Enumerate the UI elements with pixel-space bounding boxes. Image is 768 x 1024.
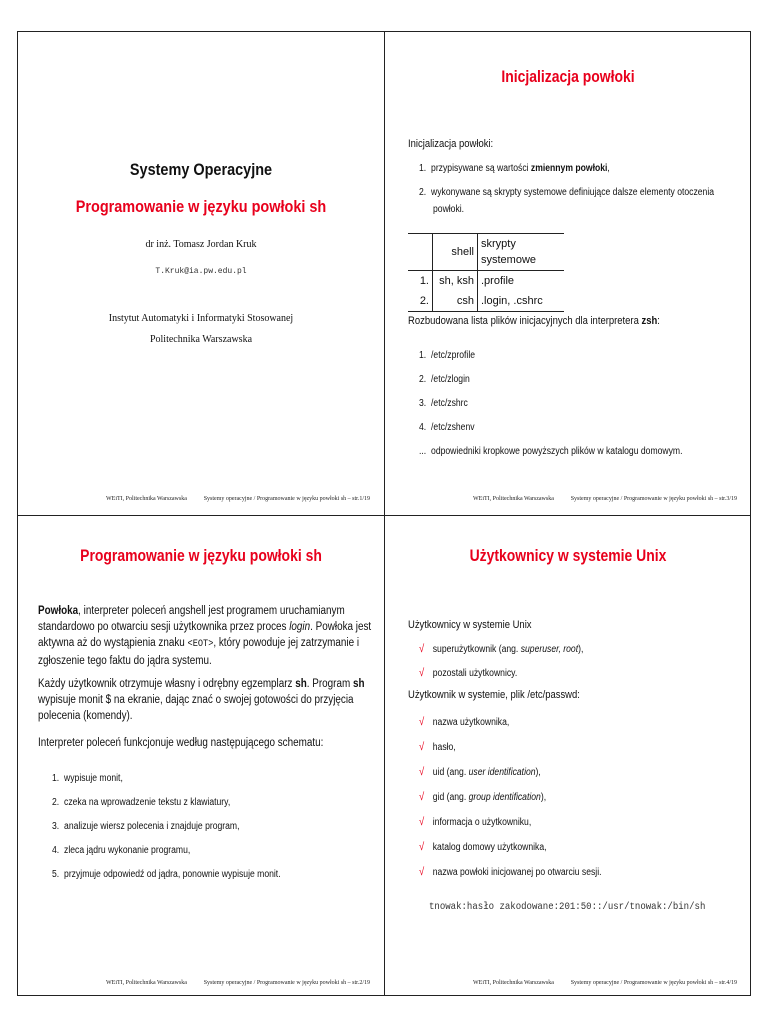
- list-item: √ nazwa użytkownika,: [419, 716, 510, 728]
- footer-left: WEiTI, Politechnika Warszawska: [473, 980, 554, 986]
- list-item: √ hasło,: [419, 741, 456, 753]
- list-item: √ pozostali użytkownicy.: [419, 667, 518, 679]
- list-item: √ katalog domowy użytkownika,: [419, 841, 547, 853]
- list-item: 3. analizuje wiersz polecenia i znajduje program,: [52, 821, 240, 832]
- list-item: 2. wykonywane są skrypty systemowe definiujące dalsze elementy otoczenia: [419, 187, 715, 198]
- table-row: 2. csh .login, .cshrc: [408, 291, 564, 312]
- check-icon: √: [419, 791, 425, 803]
- footer-right: Systemy operacyjne / Programowanie w języku powłoki sh – str.2/19: [203, 980, 370, 986]
- passwd-example: tnowak:hasło zakodowane:201:50::/usr/tnowak:/bin/sh: [429, 901, 706, 913]
- author-email: T.Kruk@ia.pw.edu.pl: [155, 267, 247, 276]
- list-item: √ uid (ang. user identification),: [419, 766, 541, 778]
- slide-1-title: [18, 32, 384, 514]
- check-icon: √: [419, 866, 425, 878]
- slide-3-shell-programming: [18, 516, 384, 998]
- slide-title: Inicjalizacja powłoki: [501, 67, 635, 86]
- footer-left: WEiTI, Politechnika Warszawska: [106, 496, 187, 502]
- list-item: √ informacja o użytkowniku,: [419, 816, 532, 828]
- list-item: √ gid (ang. group identification),: [419, 791, 547, 803]
- list-item: 1. /etc/zprofile: [419, 350, 476, 361]
- table-header-row: shell skrypty systemowe: [408, 234, 564, 271]
- footer-left: WEiTI, Politechnika Warszawska: [106, 980, 187, 986]
- list-item-continuation: powłoki.: [433, 204, 465, 215]
- check-icon: √: [419, 643, 425, 655]
- slide-2-shell-init: [385, 32, 751, 514]
- section-heading: Użytkownicy w systemie Unix: [408, 619, 532, 631]
- slide-title: Programowanie w języku powłoki sh: [80, 546, 322, 565]
- list-item: 2. /etc/zlogin: [419, 374, 470, 385]
- check-icon: √: [419, 766, 425, 778]
- section-heading: Użytkownik w systemie, plik /etc/passwd:: [408, 689, 580, 701]
- list-item: 5. przyjmuje odpowiedź od jądra, ponownie wypisuje monit.: [52, 869, 281, 880]
- list-item: √ nazwa powłoki inicjowanej po otwarciu sesji.: [419, 866, 602, 878]
- slide-title: Użytkownicy w systemie Unix: [469, 546, 667, 565]
- list-item: 1. wypisuje monit,: [52, 773, 123, 784]
- check-icon: √: [419, 841, 425, 853]
- footer-right: Systemy operacyjne / Programowanie w języku powłoki sh – str.4/19: [570, 980, 737, 986]
- check-icon: √: [419, 716, 425, 728]
- list-item: 1. przypisywane są wartości zmiennym powłoki,: [419, 163, 610, 174]
- institute: Instytut Automatyki i Informatyki Stosowanej: [108, 313, 294, 324]
- handout-sheet: [17, 31, 751, 996]
- paragraph-schema: Interpreter poleceń funkcjonuje według następującego schematu:: [38, 737, 324, 749]
- footer-left: WEiTI, Politechnika Warszawska: [473, 496, 554, 502]
- table-row: 1. sh, ksh .profile: [408, 271, 564, 292]
- paragraph-shell: Powłoka, interpreter poleceń angshell jest programem uruchamianym standardowo po otwarciu sesji użytkownika przez proces login. Powłoka jest aktywna aż do wystąpienia znaku <EOT>, który powoduje jej zatrzymanie i zgłoszenie tego faktu do jądra systemu.: [38, 605, 372, 667]
- check-icon: √: [419, 667, 425, 679]
- zsh-intro: Rozbudowana lista plików inicjacyjnych dla interpretera zsh:: [408, 315, 660, 327]
- university: Politechnika Warszawska: [149, 334, 253, 345]
- intro-text: Inicjalizacja powłoki:: [408, 138, 494, 150]
- list-item: 4. /etc/zshenv: [419, 422, 475, 433]
- check-icon: √: [419, 741, 425, 753]
- footer-right: Systemy operacyjne / Programowanie w języku powłoki sh – str.3/19: [570, 496, 737, 502]
- author: dr inż. Tomasz Jordan Kruk: [145, 239, 257, 250]
- list-item: 3. /etc/zshrc: [419, 398, 468, 409]
- check-icon: √: [419, 816, 425, 828]
- lecture-subtitle: Programowanie w języku powłoki sh: [75, 197, 327, 216]
- list-item: ... odpowiedniki kropkowe powyższych plików w katalogu domowym.: [419, 446, 683, 457]
- footer-right: Systemy operacyjne / Programowanie w języku powłoki sh – str.1/19: [203, 496, 370, 502]
- course-title: Systemy Operacyjne: [129, 160, 273, 179]
- list-item: √ superużytkownik (ang. superuser, root),: [419, 643, 584, 655]
- list-item: 2. czeka na wprowadzenie tekstu z klawiatury,: [52, 797, 231, 808]
- paragraph-instance: Każdy użytkownik otrzymuje własny i odrębny egzemplarz sh. Program sh wypisuje monit $ na ekranie, dając znać o swojej gotowości do przyjęcia polecenia (komendy).: [38, 678, 365, 722]
- list-item: 4. zleca jądru wykonanie programu,: [52, 845, 191, 856]
- shell-scripts-table: [408, 233, 564, 312]
- slide-4-unix-users: [385, 516, 751, 998]
